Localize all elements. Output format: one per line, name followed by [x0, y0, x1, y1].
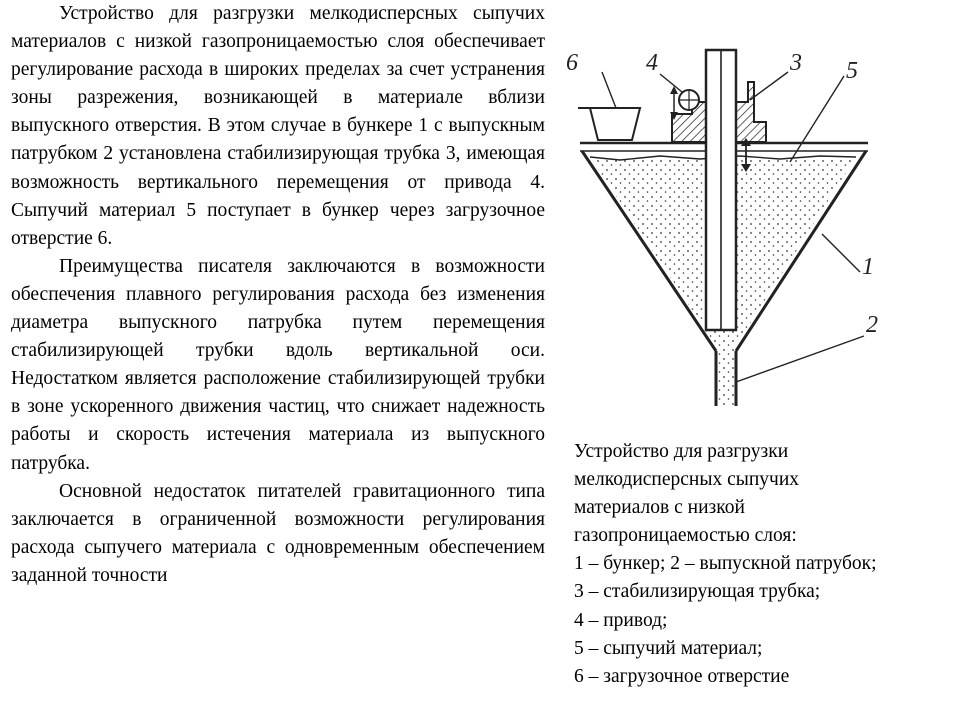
caption-item: 1 – бункер; 2 – выпускной патрубок;	[574, 553, 877, 575]
caption-title-line: материалов с низкой	[574, 497, 745, 519]
paragraph-main-drawback: Основной недостаток питателей гравитационного типа заключается в ограниченной возможности регулирования расхода сыпучего материала с одновременным обеспечением заданной точности	[11, 480, 545, 586]
caption-item: 6 – загрузочное отверстие	[574, 665, 790, 687]
label-2: 2	[866, 312, 878, 338]
caption-item: 4 – привод;	[574, 609, 668, 631]
label-3: 3	[790, 50, 802, 76]
caption-title-line: мелкодисперсных сыпучих	[574, 469, 800, 491]
caption-item: 3 – стабилизирующая трубка;	[574, 581, 821, 603]
label-5: 5	[846, 58, 858, 84]
caption-title-line: Устройство для разгрузки	[574, 441, 789, 462]
label-1: 1	[862, 254, 874, 280]
loading-opening	[590, 108, 640, 140]
label-6: 6	[566, 50, 578, 76]
caption-item: 5 – сыпучий материал;	[574, 637, 763, 659]
caption-title-line: газопроницаемостью слоя:	[574, 525, 797, 547]
main-text-block	[11, 0, 545, 590]
paragraph-description: Устройство для разгрузки мелкодисперсных сыпучих материалов с низкой газопроницаемостью слоя обеспечивает регулирование расхода в широких пределах за счет устранения зоны разрежения, возникающей в материале вблизи выпускного отверстия. В этом случае в бункере 1 с выпускным патрубком 2 установлена стабилизирующая трубка 3, имеющая возможность вертикального перемещения от привода 4. Сыпучий материал 5 поступает в бункер через загрузочное отверстие 6.	[11, 3, 545, 249]
unloading-device-figure	[560, 42, 890, 420]
paragraph-advantages: Преимущества писателя заключаются в возможности обеспечения плавного регулирования расхода без изменения диаметра выпускного патрубка путем перемещения стабилизирующей трубки вдоль вертикальной оси. Недостатком является расположение стабилизирующей трубки в зоне ускоренного движения частиц, что снижает надежность работы и скорость истечения материала из выпускного патрубка.	[11, 255, 545, 474]
figure-caption	[574, 438, 954, 691]
label-4: 4	[646, 50, 658, 76]
